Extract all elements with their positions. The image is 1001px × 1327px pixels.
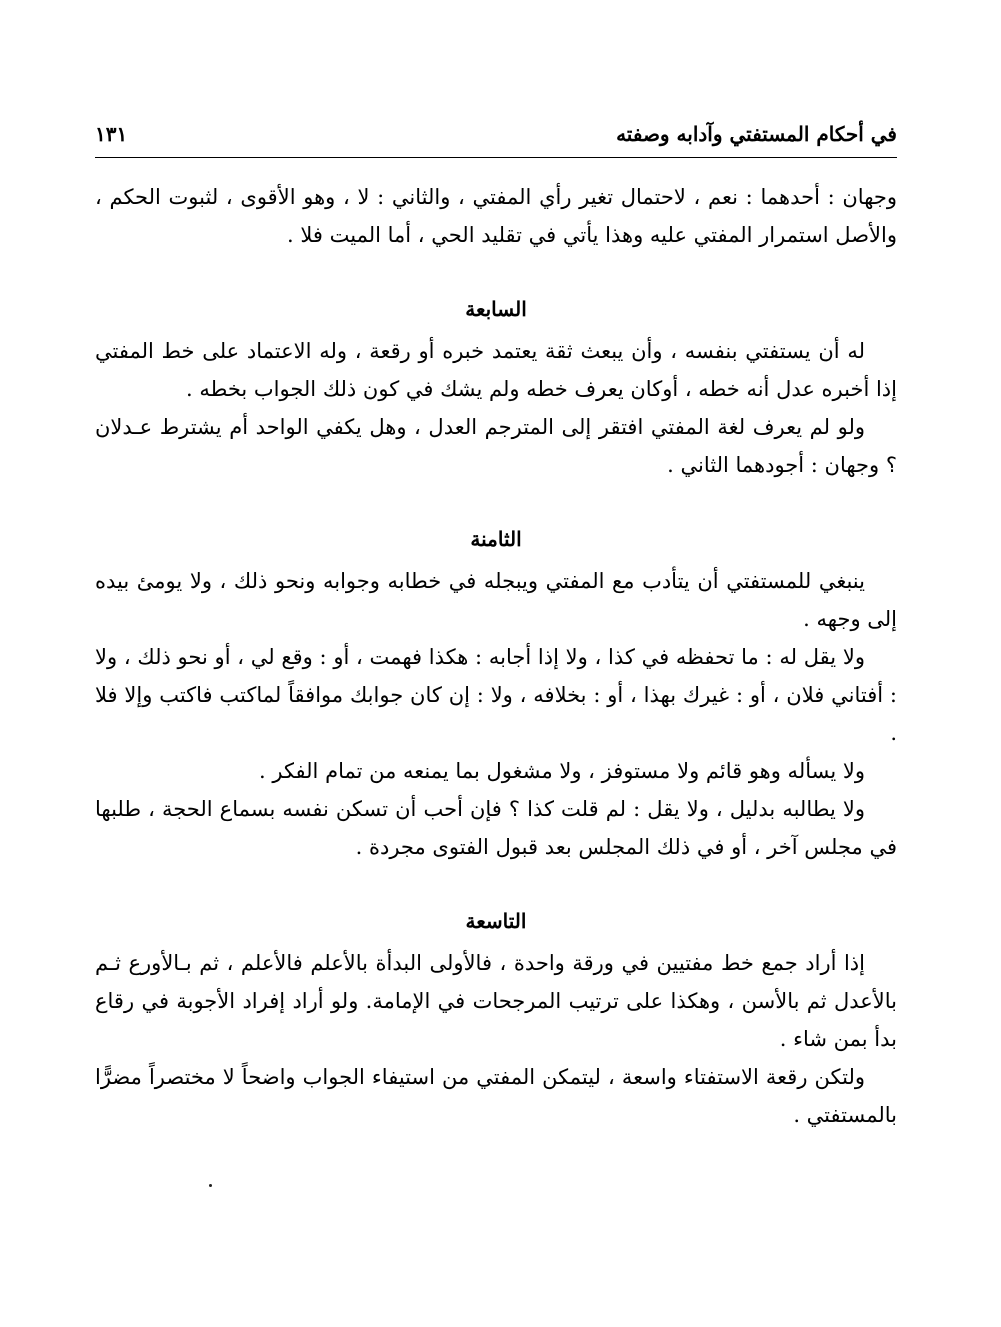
paragraph: ولا يقل له : ما تحفظه في كذا ، ولا إذا أجابه : هكذا فهمت ، أو : وقع لي ، أو نحو ذلك ، ولا : أفتاني فلان ، أو : غيرك بهذا ، أو : بخلافه ، ولا : إن كان جوابك موافقاً لماكتب فاكتب وإلا فلا . <box>95 645 897 745</box>
paragraph: ولتكن رقعة الاستفتاء واسعة ، ليتمكن المفتي من استيفاء الجواب واضحاً لا مختصراً مضرًّا بالمستفتي . <box>95 1065 897 1127</box>
running-title: في أحكام المستفتي وآدابه وصفته <box>616 122 897 146</box>
paragraph: له أن يستفتي بنفسه ، وأن يبعث ثقة يعتمد خبره أو رقعة ، وله الاعتماد على خط المفتي إذا أخبره عدل أنه خطه ، أوكان يعرف خطه ولم يشك في كون ذلك الجواب بخطه . <box>95 339 897 401</box>
section-title-seventh: السابعة <box>465 297 527 321</box>
page-number: ١٣١ <box>95 122 128 146</box>
paragraph: ولا يسأله وهو قائم ولا مستوفز ، ولا مشغول بما يمنعه من تمام الفكر . <box>259 759 865 783</box>
section-title-ninth: التاسعة <box>465 909 527 933</box>
paragraph: ينبغي للمستفتي أن يتأدب مع المفتي ويبجله في خطابه وجوابه ونحو ذلك ، ولا يومئ بيده إلى وجهه . <box>95 569 897 631</box>
speck-mark <box>209 1184 212 1187</box>
intro-paragraph: وجهان : أحدهما : نعم ، لاحتمال تغير رأي المفتي ، والثاني : لا ، وهو الأقوى ، لثبوت الحكم ، والأصل استمرار المفتي عليه وهذا يأتي في تقليد الحي ، أما الميت فلا . <box>95 185 897 247</box>
paragraph: ولو لم يعرف لغة المفتي افتقر إلى المترجم العدل ، وهل يكفي الواحد أم يشترط عـدلان ؟ وجهان : أجودهما الثاني . <box>95 415 897 477</box>
paragraph: ولا يطالبه بدليل ، ولا يقل : لم قلت كذا ؟ فإن أحب أن تسكن نفسه بسماع الحجة ، طلبها في مجلس آخر ، أو في ذلك المجلس بعد قبول الفتوى مجردة . <box>95 797 897 859</box>
header-rule <box>95 157 897 158</box>
body-text <box>95 178 897 1134</box>
section-title-eighth: الثامنة <box>470 527 522 551</box>
paragraph: إذا أراد جمع خط مفتيين في ورقة واحدة ، فالأولى البدأة بالأعلم فالأعلم ، ثم بـالأورع ثـم بالأعدل ثم بالأسن ، وهكذا على ترتيب المرجحات في الإمامة. ولو أراد إفراد الأجوبة في رقاع بدأ بمن شاء . <box>95 951 897 1051</box>
page-header <box>95 120 897 154</box>
